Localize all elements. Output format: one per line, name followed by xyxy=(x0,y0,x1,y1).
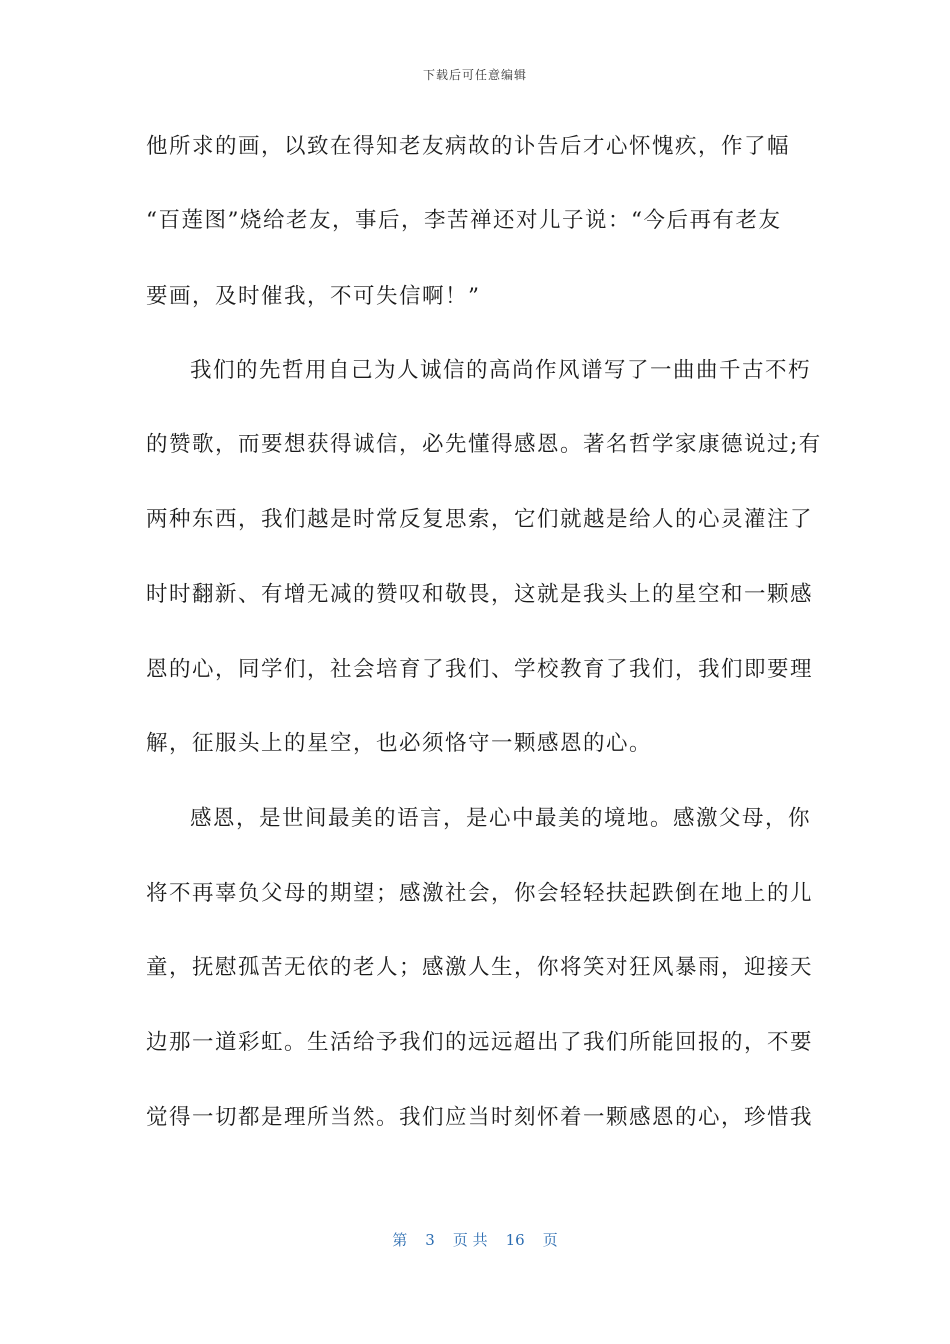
footer-prefix: 第 xyxy=(392,1231,408,1249)
footer-suffix: 页 xyxy=(542,1231,558,1249)
text-line: 两种东西，我们越是时常反复思索，它们就越是给人的心灵灌注了 xyxy=(146,507,814,532)
page-footer xyxy=(0,1229,950,1250)
current-page-number: 3 xyxy=(425,1231,435,1249)
text-line: 将不再辜负父母的期望；感激社会，你会轻轻扶起跌倒在地上的儿 xyxy=(146,881,814,906)
paragraph-start-line: 我们的先哲用自己为人诚信的高尚作风谱写了一曲曲千古不朽 xyxy=(190,358,812,383)
paragraph-start-line: 感恩，是世间最美的语言，是心中最美的境地。感激父母，你 xyxy=(190,806,812,831)
text-line: “百莲图”烧给老友，事后，李苦禅还对儿子说：“今后再有老友 xyxy=(146,208,782,233)
text-line: 时时翻新、有增无减的赞叹和敬畏，这就是我头上的星空和一颗感 xyxy=(146,582,814,607)
text-line: 要画，及时催我，不可失信啊！” xyxy=(146,284,481,309)
text-line: 童，抚慰孤苦无依的老人；感激人生，你将笑对狂风暴雨，迎接天 xyxy=(146,955,814,980)
text-line: 的赞歌，而要想获得诚信，必先懂得感恩。著名哲学家康德说过;有 xyxy=(146,432,822,457)
page-header: 下载后可任意编辑 xyxy=(422,68,527,82)
text-line: 边那一道彩虹。生活给予我们的远远超出了我们所能回报的，不要 xyxy=(146,1030,814,1055)
text-line: 解，征服头上的星空，也必须恪守一颗感恩的心。 xyxy=(146,731,653,756)
text-line: 他所求的画，以致在得知老友病故的讣告后才心怀愧疚，作了幅 xyxy=(146,134,791,159)
text-line: 恩的心，同学们，社会培育了我们、学校教育了我们，我们即要理 xyxy=(146,657,814,682)
total-pages-number: 16 xyxy=(505,1231,525,1249)
footer-middle: 页 共 xyxy=(452,1231,488,1249)
text-line: 觉得一切都是理所当然。我们应当时刻怀着一颗感恩的心，珍惜我 xyxy=(146,1105,814,1130)
